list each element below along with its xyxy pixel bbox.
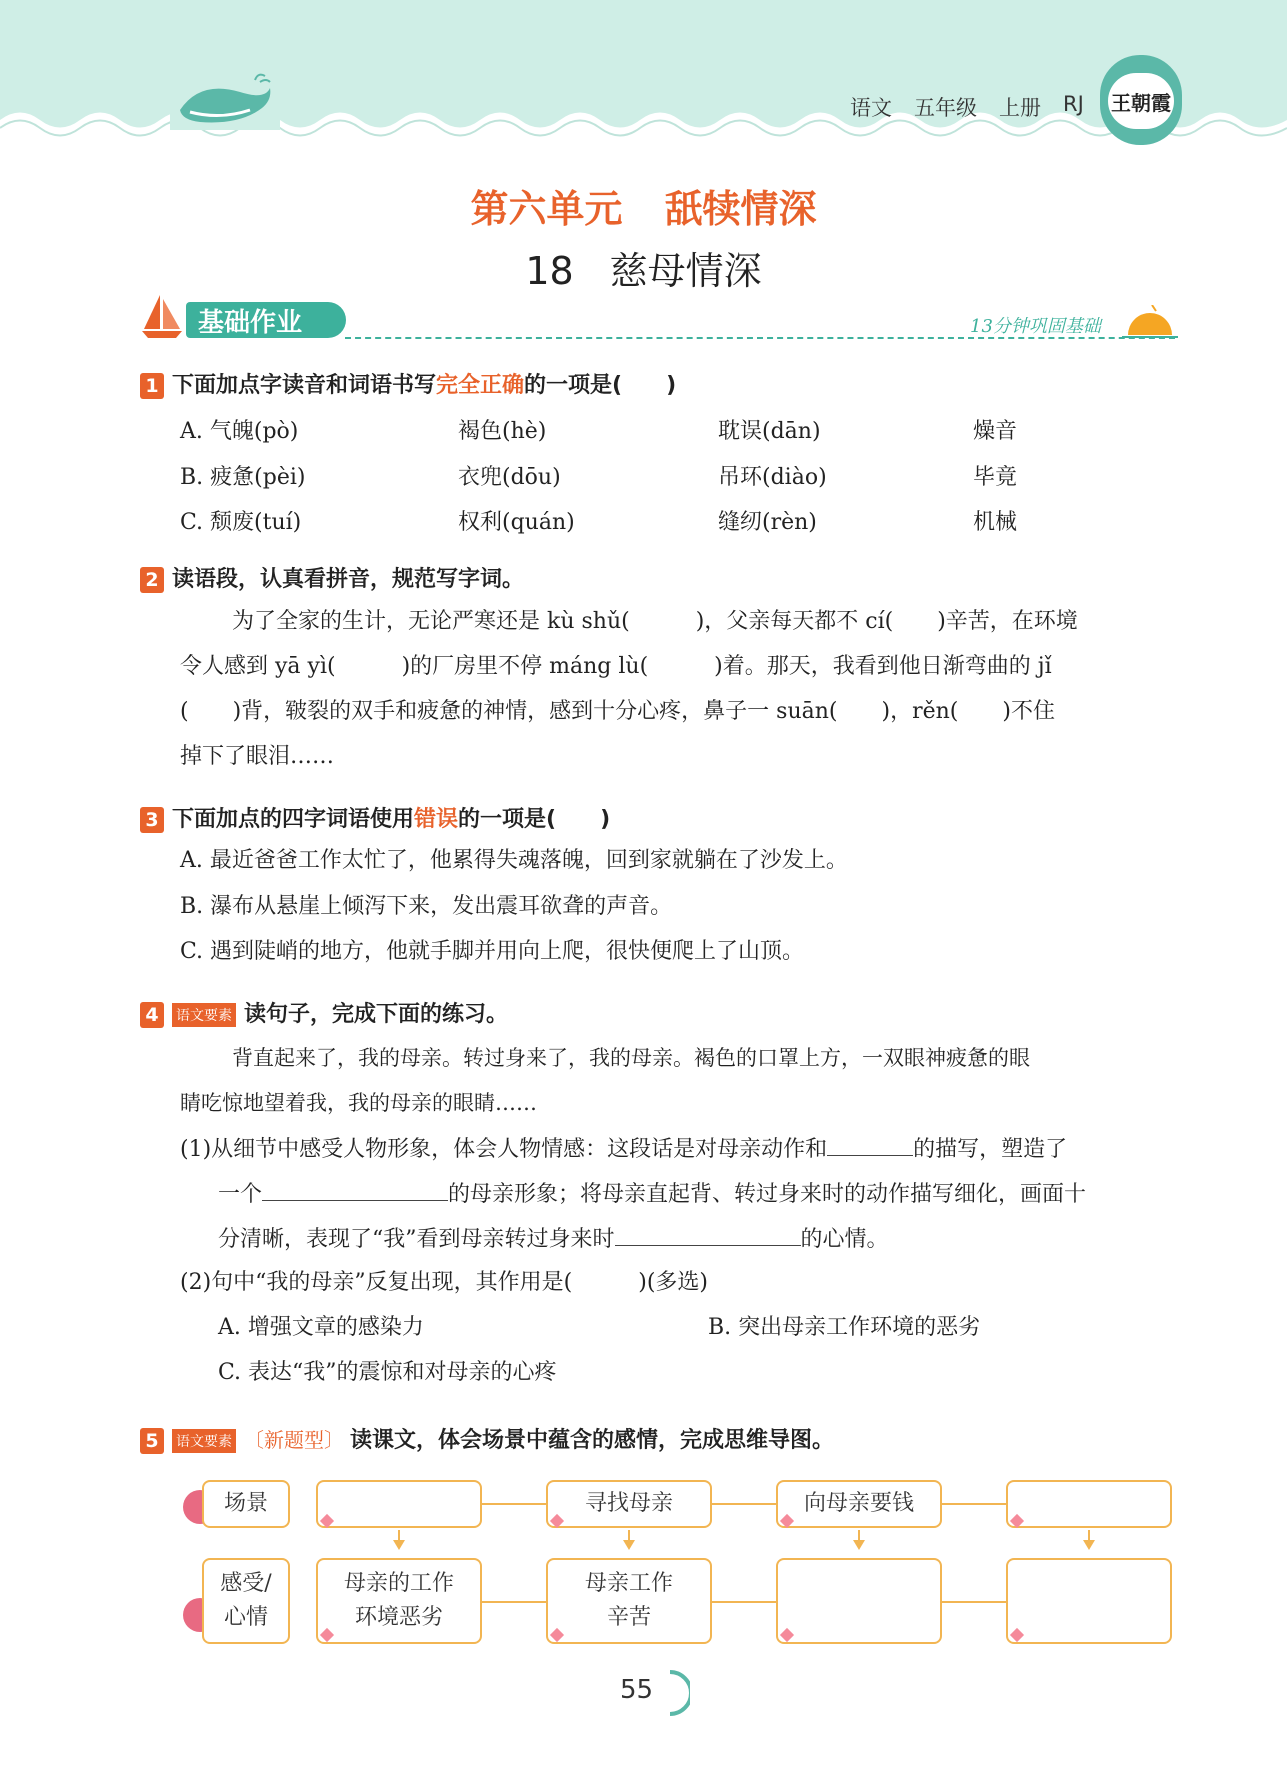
q4-sub1-text-d: 的母亲形象；将母亲直起背、转过身来时的动作描写细化，画面十 xyxy=(448,1182,1087,1207)
q1-header xyxy=(140,368,676,399)
q4-sub2-option-c: C. 表达“我”的震惊和对母亲的心疼 xyxy=(218,1360,557,1385)
feeling-box-1 xyxy=(316,1558,482,1644)
q1-c2: 权利(quán) xyxy=(458,510,575,535)
section-note: 13分钟巩固基础 xyxy=(970,316,1101,337)
feeling-text-b: 环境恶劣 xyxy=(354,1605,443,1630)
connector xyxy=(712,1503,776,1505)
q4-sub1-text-b: 的描写，塑造了 xyxy=(913,1137,1068,1162)
unit-title xyxy=(0,178,1287,233)
feeling-text-a: 母亲工作 xyxy=(584,1571,673,1596)
q4-header xyxy=(140,997,508,1028)
row-label-feeling xyxy=(202,1558,290,1644)
scene-box-4[interactable] xyxy=(1006,1480,1172,1528)
down-arrow-icon xyxy=(623,1540,635,1550)
section-label: 基础作业 xyxy=(186,302,346,338)
arrow-stem xyxy=(628,1530,630,1540)
q4-sub1-text-e: 分清晰，表现了“我”看到母亲转过身来时 xyxy=(218,1227,615,1252)
q1-a3: 耽误(dān) xyxy=(718,419,821,444)
q3-option-c: C. 遇到陡峭的地方，他就手脚并用向上爬，很快便爬上了山顶。 xyxy=(180,939,805,964)
q4-sub2: (2)句中“我的母亲”反复出现，其作用是( )(多选) xyxy=(180,1270,708,1295)
sunset-icon xyxy=(1122,305,1178,341)
q4-sub1-text-a: (1)从细节中感受人物形象，体会人物情感：这段话是对母亲动作和 xyxy=(180,1137,828,1162)
q2-line-2: 令人感到 yā yì( )的厂房里不停 máng lù( )着。那天，我看到他日渐弯曲的 jǐ xyxy=(180,654,1052,679)
sailboat-icon xyxy=(140,293,184,339)
arrow-stem xyxy=(398,1530,400,1540)
down-arrow-icon xyxy=(1083,1540,1095,1550)
q2-text: 读语段，认真看拼音，规范写字词。 xyxy=(172,567,525,592)
q1-emphasis: 完全正确 xyxy=(436,373,525,398)
header-meta xyxy=(850,92,1084,122)
q1-c3: 缝纫(rèn) xyxy=(718,510,817,535)
q3-header xyxy=(140,802,610,833)
edition-label: RJ xyxy=(1063,92,1084,116)
unit-number: 第六单元 xyxy=(470,187,623,231)
q2-header xyxy=(140,562,524,593)
connector xyxy=(942,1503,1006,1505)
q4-number: 4 xyxy=(140,1002,164,1028)
q5-number: 5 xyxy=(140,1428,164,1454)
q2-line-1: 为了全家的生计，无论严寒还是 kù shǔ( )，父亲每天都不 cí( )辛苦，在环境 xyxy=(232,609,1078,634)
q4-blank-1[interactable] xyxy=(827,1133,913,1156)
row-label-feeling-b: 心情 xyxy=(223,1605,268,1630)
q3-text: 下面加点的四字词语使用 xyxy=(172,807,415,832)
unit-theme: 舐犊情深 xyxy=(664,187,817,231)
lesson-name: 慈母情深 xyxy=(609,249,762,293)
q5-tag: 语文要素 xyxy=(172,1429,236,1453)
q1-a2: 褐色(hè) xyxy=(458,419,547,444)
row-label-feeling-a: 感受/ xyxy=(220,1571,272,1596)
lesson-number: 18 xyxy=(525,249,574,293)
connector xyxy=(482,1601,546,1603)
q3-text-end: 的一项是( ) xyxy=(458,807,611,832)
scene-box-3: 向母亲要钱 xyxy=(776,1480,942,1528)
grade-label: 五年级 xyxy=(914,96,977,120)
q2-line-3: ( )背，皲裂的双手和疲惫的神情，感到十分心疼，鼻子一 suān( )，rěn( )不住 xyxy=(180,699,1055,724)
q3-number: 3 xyxy=(140,807,164,833)
q4-sub1-text-f: 的心情。 xyxy=(800,1227,889,1252)
down-arrow-icon xyxy=(853,1540,865,1550)
q4-sub1-line3 xyxy=(218,1223,889,1255)
q4-passage-1: 背直起来了，我的母亲。转过身来了，我的母亲。褐色的口罩上方，一双眼神疲惫的眼 xyxy=(232,1046,1030,1070)
q4-tag: 语文要素 xyxy=(172,1003,236,1027)
down-arrow-icon xyxy=(393,1540,405,1550)
feeling-box-2 xyxy=(546,1558,712,1644)
q1-number: 1 xyxy=(140,373,164,399)
q1-text-end: 的一项是( ) xyxy=(524,373,677,398)
connector xyxy=(712,1601,776,1603)
q4-sub1-line1 xyxy=(180,1133,1067,1165)
q1-c1: C. 颓废(tuí) xyxy=(180,510,302,535)
q4-sub1-text-c: 一个 xyxy=(218,1182,263,1207)
q3-emphasis: 错误 xyxy=(414,807,459,832)
q3-option-a: A. 最近爸爸工作太忙了，他累得失魂落魄，回到家就躺在了沙发上。 xyxy=(180,848,848,873)
q4-blank-3[interactable] xyxy=(615,1223,801,1246)
q2-line-4: 掉下了眼泪…… xyxy=(180,744,335,769)
q1-b1: B. 疲惫(pèi) xyxy=(180,465,306,490)
feeling-text-b: 辛苦 xyxy=(606,1605,651,1630)
q1-text: 下面加点字读音和词语书写 xyxy=(172,373,437,398)
q1-b3: 吊环(diào) xyxy=(718,465,827,490)
scene-box-1[interactable] xyxy=(316,1480,482,1528)
brand-name: 王朝霞 xyxy=(1108,73,1174,129)
q5-header xyxy=(140,1423,834,1454)
whale-icon xyxy=(170,70,280,130)
page-number: 55 xyxy=(620,1675,654,1705)
arrow-stem xyxy=(1088,1530,1090,1540)
connector xyxy=(942,1601,1006,1603)
q5-new-type: 〔新题型〕 xyxy=(244,1428,344,1452)
q1-b2: 衣兜(dōu) xyxy=(458,465,561,490)
q1-c4: 机械 xyxy=(973,510,1018,535)
feeling-box-3[interactable] xyxy=(776,1558,942,1644)
q3-option-b: B. 瀑布从悬崖上倾泻下来，发出震耳欲聋的声音。 xyxy=(180,894,673,919)
q1-b4: 毕竟 xyxy=(973,465,1018,490)
q4-text: 读句子，完成下面的练习。 xyxy=(244,1002,509,1027)
arrow-stem xyxy=(858,1530,860,1540)
q4-passage-2: 睛吃惊地望着我，我的母亲的眼睛…… xyxy=(180,1091,537,1115)
subject-label: 语文 xyxy=(850,96,892,120)
q4-sub2-option-a: A. 增强文章的感染力 xyxy=(218,1315,424,1340)
scene-box-2: 寻找母亲 xyxy=(546,1480,712,1528)
q5-text: 读课文，体会场景中蕴含的感情，完成思维导图。 xyxy=(350,1428,835,1453)
lesson-title xyxy=(0,240,1287,295)
connector xyxy=(482,1503,546,1505)
feeling-box-4[interactable] xyxy=(1006,1558,1172,1644)
q1-a4: 燥音 xyxy=(973,419,1018,444)
q1-a1: A. 气魄(pò) xyxy=(180,419,299,444)
q2-number: 2 xyxy=(140,567,164,593)
q4-blank-2[interactable] xyxy=(262,1178,448,1201)
feeling-text-a: 母亲的工作 xyxy=(343,1571,454,1596)
brand-seal xyxy=(1100,55,1182,145)
q4-sub2-option-b: B. 突出母亲工作环境的恶劣 xyxy=(708,1315,981,1340)
q4-sub1-line2 xyxy=(218,1178,1086,1210)
row-label-scene: 场景 xyxy=(202,1480,290,1528)
volume-label: 上册 xyxy=(999,96,1041,120)
